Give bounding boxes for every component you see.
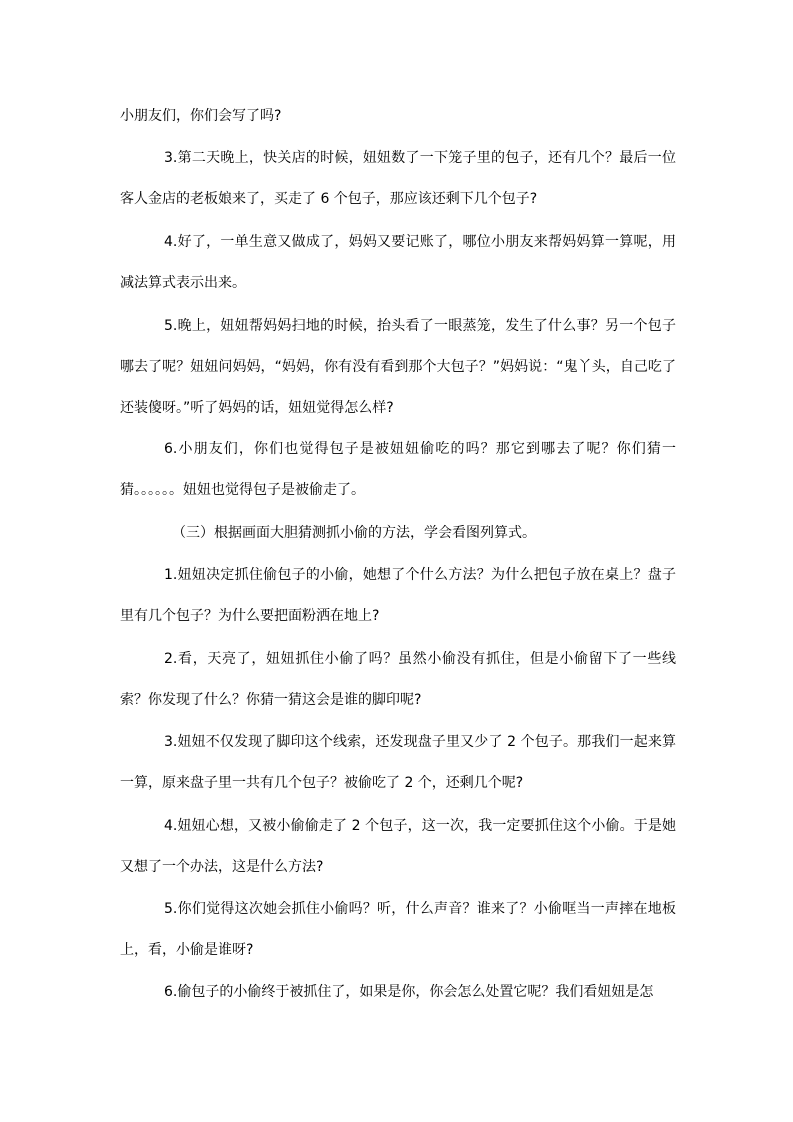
paragraph-step-3: 3.妞妞不仅发现了脚印这个线索，还发现盘子里又少了 2 个包子。那我们一起来算一算，原来盘子里一共有几个包子？被偷吃了 2 个，还剩几个呢? — [120, 734, 676, 791]
paragraph-step-1: 1.妞妞决定抓住偷包子的小偷，她想了个什么方法？为什么把包子放在桌上？盘子里有几个包子？为什么要把面粉洒在地上? — [120, 567, 676, 624]
paragraph-step-5: 5.你们觉得这次她会抓住小偷吗？听，什么声音？谁来了？小偷哐当一声摔在地板上，看，小偷是谁呀? — [120, 901, 676, 958]
paragraph-intro: 小朋友们，你们会写了吗? — [120, 108, 282, 124]
paragraph-step-6: 6.偷包子的小偷终于被抓住了，如果是你，你会怎么处置它呢？我们看妞妞是怎 — [164, 984, 654, 1000]
paragraph-step-2: 2.看，天亮了，妞妞抓住小偷了吗？虽然小偷没有抓住，但是小偷留下了一些线索？你发现了什么？你猜一猜这会是谁的脚印呢? — [120, 651, 676, 708]
paragraph-item-4: 4.好了，一单生意又做成了，妈妈又要记账了，哪位小朋友来帮妈妈算一算呢，用减法算式表示出来。 — [120, 234, 676, 291]
paragraph-step-4: 4.妞妞心想，又被小偷偷走了 2 个包子，这一次，我一定要抓住这个小偷。于是她又想了一个办法，这是什么方法? — [120, 818, 676, 875]
section-heading-3: （三）根据画面大胆猜测抓小偷的方法，学会看图列算式。 — [172, 525, 536, 541]
paragraph-item-6: 6.小朋友们，你们也觉得包子是被妞妞偷吃的吗？那它到哪去了呢？你们猜一猜。。。。。。妞妞也觉得包子是被偷走了。 — [120, 441, 676, 498]
paragraph-item-3: 3.第二天晚上，快关店的时候，妞妞数了一下笼子里的包子，还有几个？最后一位客人金店的老板娘来了，买走了 6 个包子，那应该还剩下几个包子? — [120, 150, 676, 207]
paragraph-item-5: 5.晚上，妞妞帮妈妈扫地的时候，抬头看了一眼蒸笼，发生了什么事？另一个包子哪去了呢？妞妞问妈妈，“妈妈，你有没有看到那个大包子？”妈妈说：“鬼丫头，自己吃了还装傻呀。”听了妈妈的话，妞妞觉得怎么样? — [120, 318, 676, 416]
